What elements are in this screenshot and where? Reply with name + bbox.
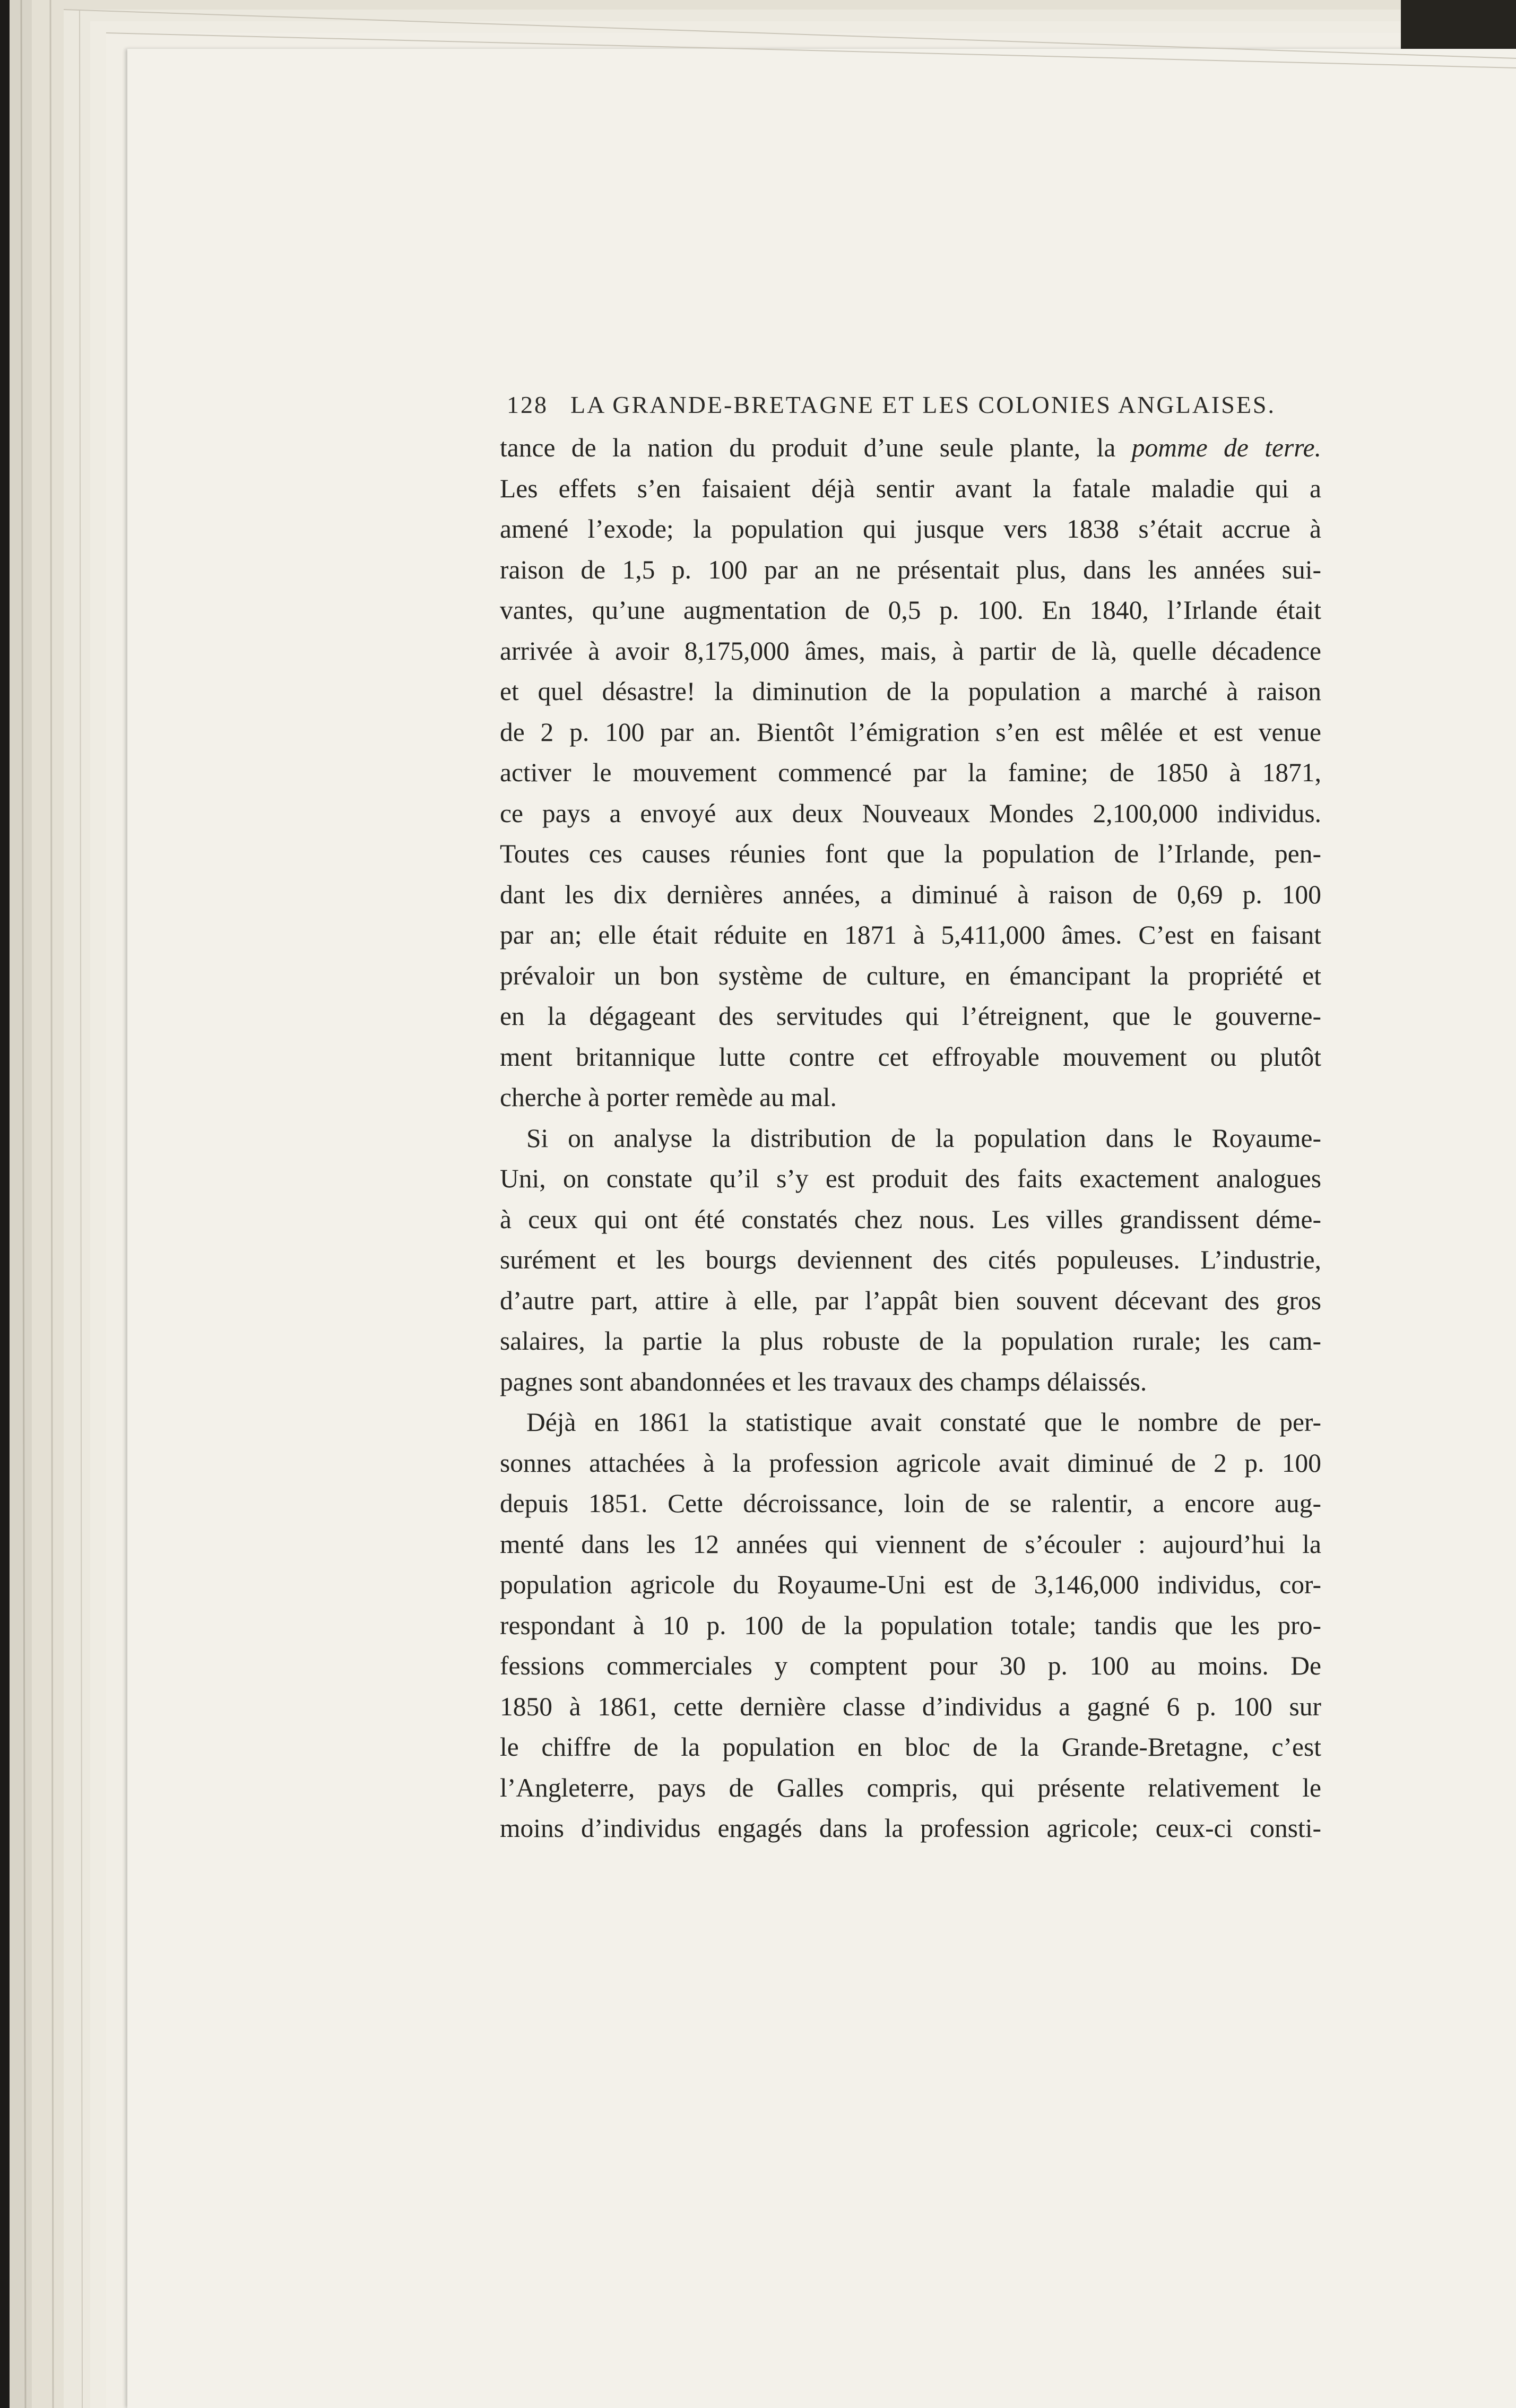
text-line-content: salaires, la partie la plus robuste de la population rurale; les cam- (500, 1326, 1321, 1356)
text-line-content: dant les dix dernières années, a diminué à raison de 0,69 p. 100 (500, 879, 1321, 909)
text-line-content: d’autre part, attire à elle, par l’appât bien souvent décevant des gros (500, 1285, 1321, 1315)
text-line (500, 631, 1321, 672)
text-line (500, 1565, 1321, 1606)
text-line-content: prévaloir un bon système de culture, en émancipant la propriété et (500, 961, 1321, 990)
text-line (500, 1159, 1321, 1199)
text-line-content: en la dégageant des servitudes qui l’étreignent, que le gouverne- (500, 1002, 1321, 1031)
text-line-content: population agricole du Royaume-Uni est de 3,146,000 individus, cor- (500, 1570, 1321, 1599)
text-line-content: pagnes sont abandonnées et les travaux des champs délaissés. (500, 1367, 1147, 1396)
text-line-content: depuis 1851. Cette décroissance, loin de se ralentir, a encore aug- (500, 1489, 1321, 1518)
text-line-content: cherche à porter remède au mal. (500, 1083, 837, 1112)
text-line (500, 1443, 1321, 1484)
text-line (500, 1321, 1321, 1362)
text-line-content: Toutes ces causes réunies font que la population de l’Irlande, pen- (500, 839, 1321, 868)
page-number: 128 (507, 391, 548, 418)
text-line (500, 1362, 1321, 1403)
running-title: LA GRANDE-BRETAGNE ET LES COLONIES ANGLAISES. (570, 391, 1276, 418)
text-line (500, 753, 1321, 793)
text-line-content: ment britannique lutte contre cet effroyable mouvement ou plutôt (500, 1042, 1321, 1072)
text-line (500, 671, 1321, 712)
text-line-content: ce pays a envoyé aux deux Nouveaux Mondes 2,100,000 individus. (500, 798, 1321, 828)
text-line (500, 915, 1321, 956)
text-line-content: amené l’exode; la population qui jusque vers 1838 s’était accrue à (500, 514, 1321, 543)
text-line (500, 550, 1321, 591)
text-line (500, 509, 1321, 550)
text-line (500, 1768, 1321, 1809)
text-line (500, 1240, 1321, 1281)
text-line (500, 1687, 1321, 1728)
text-line-content: surément et les bourgs deviennent des cités populeuses. L’industrie, (500, 1245, 1321, 1274)
text-line-content: à ceux qui ont été constatés chez nous. Les villes grandissent déme- (500, 1204, 1321, 1234)
text-line-content: sonnes attachées à la profession agricole avait diminué de 2 p. 100 (500, 1448, 1321, 1478)
text-line (500, 996, 1321, 1037)
text-line (500, 1646, 1321, 1687)
text-line-content: le chiffre de la population en bloc de la Grande-Bretagne, c’est (500, 1732, 1321, 1762)
text-line (500, 469, 1321, 510)
text-line (500, 1727, 1321, 1768)
text-line-content: et quel désastre! la diminution de la population a marché à raison (500, 677, 1321, 706)
text-line-content: vantes, qu’une augmentation de 0,5 p. 100. En 1840, l’Irlande était (500, 595, 1321, 625)
text-line (500, 875, 1321, 916)
text-line (500, 1037, 1321, 1078)
body-text (500, 428, 1321, 1849)
text-line-content: 1850 à 1861, cette dernière classe d’individus a gagné 6 p. 100 sur (500, 1691, 1321, 1721)
text-line (500, 1524, 1321, 1565)
text-line-content: respondant à 10 p. 100 de la population totale; tandis que les pro- (500, 1610, 1321, 1640)
text-line (500, 1199, 1321, 1240)
text-line-content: de 2 p. 100 par an. Bientôt l’émigration s’en est mêlée et est venue (500, 717, 1321, 747)
text-line (500, 1402, 1321, 1443)
text-line (500, 834, 1321, 875)
text-line (500, 956, 1321, 997)
text-line-content: arrivée à avoir 8,175,000 âmes, mais, à partir de là, quelle décadence (500, 636, 1321, 666)
text-line-content: tance de la nation du produit d’une seule plante, la (500, 433, 1132, 462)
text-line (500, 1808, 1321, 1849)
text-line (500, 428, 1321, 469)
text-line-content: moins d’individus engagés dans la profession agricole; ceux-ci consti- (500, 1814, 1321, 1843)
text-line-content: menté dans les 12 années qui viennent de s’écouler : aujourd’hui la (500, 1529, 1321, 1559)
text-line-content: par an; elle était réduite en 1871 à 5,411,000 âmes. C’est en faisant (500, 920, 1321, 950)
text-line (500, 1606, 1321, 1646)
text-line (500, 1281, 1321, 1322)
text-line-content: raison de 1,5 p. 100 par an ne présentait plus, dans les années sui- (500, 555, 1321, 584)
text-line-content: Uni, on constate qu’il s’y est produit des faits exactement analogues (500, 1164, 1321, 1193)
italic-phrase: pomme de terre. (1131, 433, 1321, 462)
text-line-content: fessions commerciales y comptent pour 30 p. 100 au moins. De (500, 1651, 1321, 1680)
text-line-content: Déjà en 1861 la statistique avait constaté que le nombre de per- (526, 1408, 1321, 1437)
text-line (500, 1077, 1321, 1118)
text-line (500, 1118, 1321, 1159)
text-line-content: activer le mouvement commencé par la famine; de 1850 à 1871, (500, 758, 1321, 787)
text-line-content: Si on analyse la distribution de la population dans le Royaume- (526, 1123, 1321, 1153)
text-line-content: l’Angleterre, pays de Galles compris, qui présente relativement le (500, 1773, 1321, 1802)
text-line (500, 793, 1321, 834)
text-line (500, 712, 1321, 753)
text-line (500, 1483, 1321, 1524)
running-header (507, 391, 1276, 428)
text-line (500, 590, 1321, 631)
text-line-content: Les effets s’en faisaient déjà sentir avant la fatale maladie qui a (500, 473, 1321, 503)
